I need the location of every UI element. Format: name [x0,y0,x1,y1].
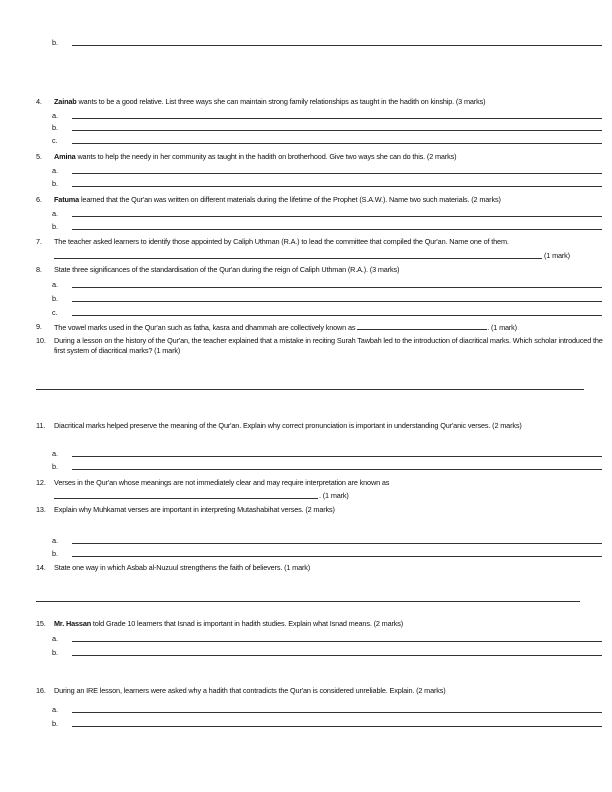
answer-line-14[interactable] [36,601,580,602]
answer-line[interactable] [72,216,602,217]
question-text: wants to be a good relative. List three ways she can maintain strong family relationships as taught in the hadith on kinship. (3 marks) [76,97,486,106]
question-number: 12. [36,478,46,487]
answer-line-4b[interactable] [52,123,602,133]
answer-line-13a[interactable] [52,536,602,546]
question-number: 7. [36,237,42,246]
sub-label: b. [52,719,59,728]
sub-label: a. [52,536,59,545]
mark-label-7: (1 mark) [544,251,570,260]
answer-line[interactable] [72,186,602,187]
answer-line[interactable] [72,315,602,316]
question-number: 13. [36,505,46,514]
sub-label: c. [52,136,58,145]
sub-label: b. [52,294,59,303]
question-number: 16. [36,686,46,695]
question-number: 9. [36,322,42,331]
answer-line-5b[interactable] [52,179,602,189]
mark-label: . (1 mark) [487,323,517,332]
answer-line-6a[interactable] [52,209,602,219]
question-number: 4. [36,97,42,106]
answer-line[interactable] [72,287,602,288]
answer-line-7[interactable] [54,258,542,259]
question-number: 8. [36,265,42,274]
sub-label: b. [52,648,59,657]
fill-in-blank-9[interactable] [357,322,487,330]
answer-line[interactable] [72,143,602,144]
answer-line[interactable] [72,456,602,457]
question-text: wants to help the needy in her community as taught in the hadith on brotherhood. Give two ways she can do this. (2 marks) [75,152,457,161]
question-number: 10. [36,336,46,345]
sub-label: b. [52,38,59,47]
sub-label: a. [52,280,59,289]
question-number: 5. [36,152,42,161]
answer-line-3b[interactable] [52,38,602,48]
teacher-name: Mr. Hassan [54,619,92,628]
sub-label: a. [52,166,59,175]
question-text: learned that the Qur'an was written on different materials during the lifetime of the Prophet (S.A.W.). Name two such materials. (2 marks) [79,195,501,204]
answer-line-8a[interactable] [52,280,602,290]
question-text: The vowel marks used in the Qur'an such as fatha, kasra and dhammah are collectively known as [54,323,358,332]
answer-line[interactable] [72,130,602,131]
answer-line-16b[interactable] [52,719,602,729]
answer-line[interactable] [72,229,602,230]
sub-label: b. [52,222,59,231]
sub-label: a. [52,209,59,218]
answer-line-10[interactable] [36,389,584,390]
question-number: 6. [36,195,42,204]
sub-label: a. [52,634,59,643]
answer-line-13b[interactable] [52,549,602,559]
answer-line-15a[interactable] [52,634,602,644]
question-text: Diacritical marks helped preserve the meaning of the Qur'an. Explain why correct pronunciation is important in understanding Qur'anic verses. (2 marks) [54,421,522,430]
answer-line[interactable] [72,45,602,46]
answer-line-8b[interactable] [52,294,602,304]
question-number: 11. [36,421,46,430]
answer-line[interactable] [72,655,602,656]
question-text: State three significances of the standardisation of the Qur'an during the reign of Caliph Uthman (R.A.). (3 marks) [54,265,400,274]
question-text: Verses in the Qur'an whose meanings are not immediately clear and may require interpretation are known as [54,478,390,487]
answer-line[interactable] [72,556,602,557]
sub-label: a. [52,111,59,120]
question-number: 15. [36,619,46,628]
sub-label: a. [52,449,59,458]
answer-line[interactable] [72,641,602,642]
fill-in-blank-12[interactable] [54,498,318,499]
student-name: Amina [54,152,76,161]
sub-label: a. [52,705,59,714]
answer-line[interactable] [72,726,602,727]
answer-line-5a[interactable] [52,166,602,176]
sub-label: b. [52,462,59,471]
question-text: During a lesson on the history of the Qur'an, the teacher explained that a mistake in reciting Surah Tawbah led to the introduction of diacritical marks. Which scholar introduced the first system of diacritical marks? (1 mark) [54,336,603,355]
answer-line-11a[interactable] [52,449,602,459]
answer-line-6b[interactable] [52,222,602,232]
answer-line-8c[interactable] [52,308,602,318]
answer-line[interactable] [72,712,602,713]
question-number: 14. [36,563,46,572]
question-text: told Grade 10 learners that Isnad is important in hadith studies. Explain what Isnad means. (2 marks) [91,619,404,628]
question-text: Explain why Muhkamat verses are important in interpreting Mutashabihat verses. (2 marks) [54,505,335,514]
answer-line-15b[interactable] [52,648,602,658]
sub-label: b. [52,549,59,558]
student-name: Fatuma [54,195,80,204]
answer-line[interactable] [72,543,602,544]
answer-line[interactable] [72,301,602,302]
question-text: State one way in which Asbab al-Nuzuul strengthens the faith of believers. (1 mark) [54,563,311,572]
answer-line[interactable] [72,173,602,174]
answer-line[interactable] [72,118,602,119]
question-text: The teacher asked learners to identify those appointed by Caliph Uthman (R.A.) to lead the committee that compiled the Qur'an. Name one of them. [54,237,509,246]
answer-line-16a[interactable] [52,705,602,715]
sub-label: b. [52,179,59,188]
sub-label: b. [52,123,59,132]
mark-label-12: . (1 mark) [319,491,349,500]
answer-line-4a[interactable] [52,111,602,121]
answer-line[interactable] [72,469,602,470]
answer-line-4c[interactable] [52,136,602,146]
question-text: During an IRE lesson, learners were asked why a hadith that contradicts the Qur'an is considered unreliable. Explain. (2 marks) [54,686,446,695]
student-name: Zainab [54,97,77,106]
sub-label: c. [52,308,58,317]
answer-line-11b[interactable] [52,462,602,472]
